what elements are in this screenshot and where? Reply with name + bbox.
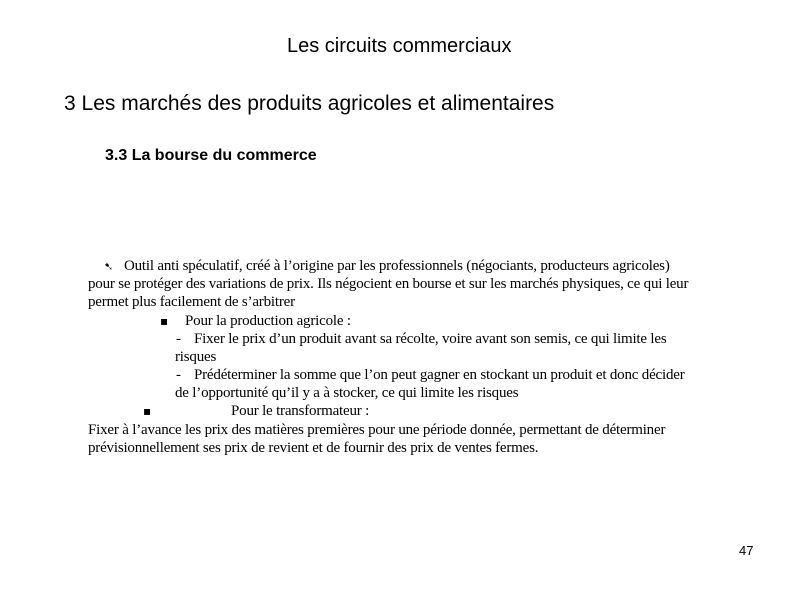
square-bullet-icon: ▪ [160,314,168,328]
dash-bullet: - [176,367,181,383]
production-item [176,330,666,348]
production-item-text: Prédéterminer la somme que l’on peut gagner en stockant un produit et donc décider [194,367,685,383]
square-bullet-icon: ▪ [143,404,151,418]
page-number: 47 [739,543,754,558]
slide-title: Les circuits commerciaux [287,35,512,57]
transformer-line: Fixer à l’avance les prix des matières premières pour une période donnée, permettant de déterminer [88,422,666,438]
transformer-heading [143,402,369,420]
production-item-cont: de l’opportunité qu’il y a à stocker, ce qui limite les risques [175,385,519,401]
intro-text: Outil anti spéculatif, créé à l’origine par les professionnels (négociants, producteurs agricoles) [124,258,670,274]
section-heading: 3 Les marchés des produits agricoles et alimentaires [64,92,555,115]
dash-bullet: - [176,331,181,347]
intro-line: pour se protéger des variations de prix. Ils négocient en bourse et sur les marchés physiques, ce qui leur [88,276,689,292]
intro-line [104,257,670,276]
production-heading [160,312,351,330]
transformer-heading-text: Pour le transformateur : [231,403,370,419]
transformer-line: prévisionnellement ses prix de revient et de fournir des prix de ventes fermes. [88,440,539,456]
arrow-bullet-icon: ➷ [104,260,114,273]
intro-line: permet plus facilement de s’arbitrer [88,294,295,310]
subsection-heading: 3.3 La bourse du commerce [105,147,317,164]
production-item [176,366,685,384]
production-item-text: Fixer le prix d’un produit avant sa récolte, voire avant son semis, ce qui limite les [194,331,667,347]
production-item-cont: risques [175,349,217,365]
production-heading-text: Pour la production agricole : [185,313,351,329]
